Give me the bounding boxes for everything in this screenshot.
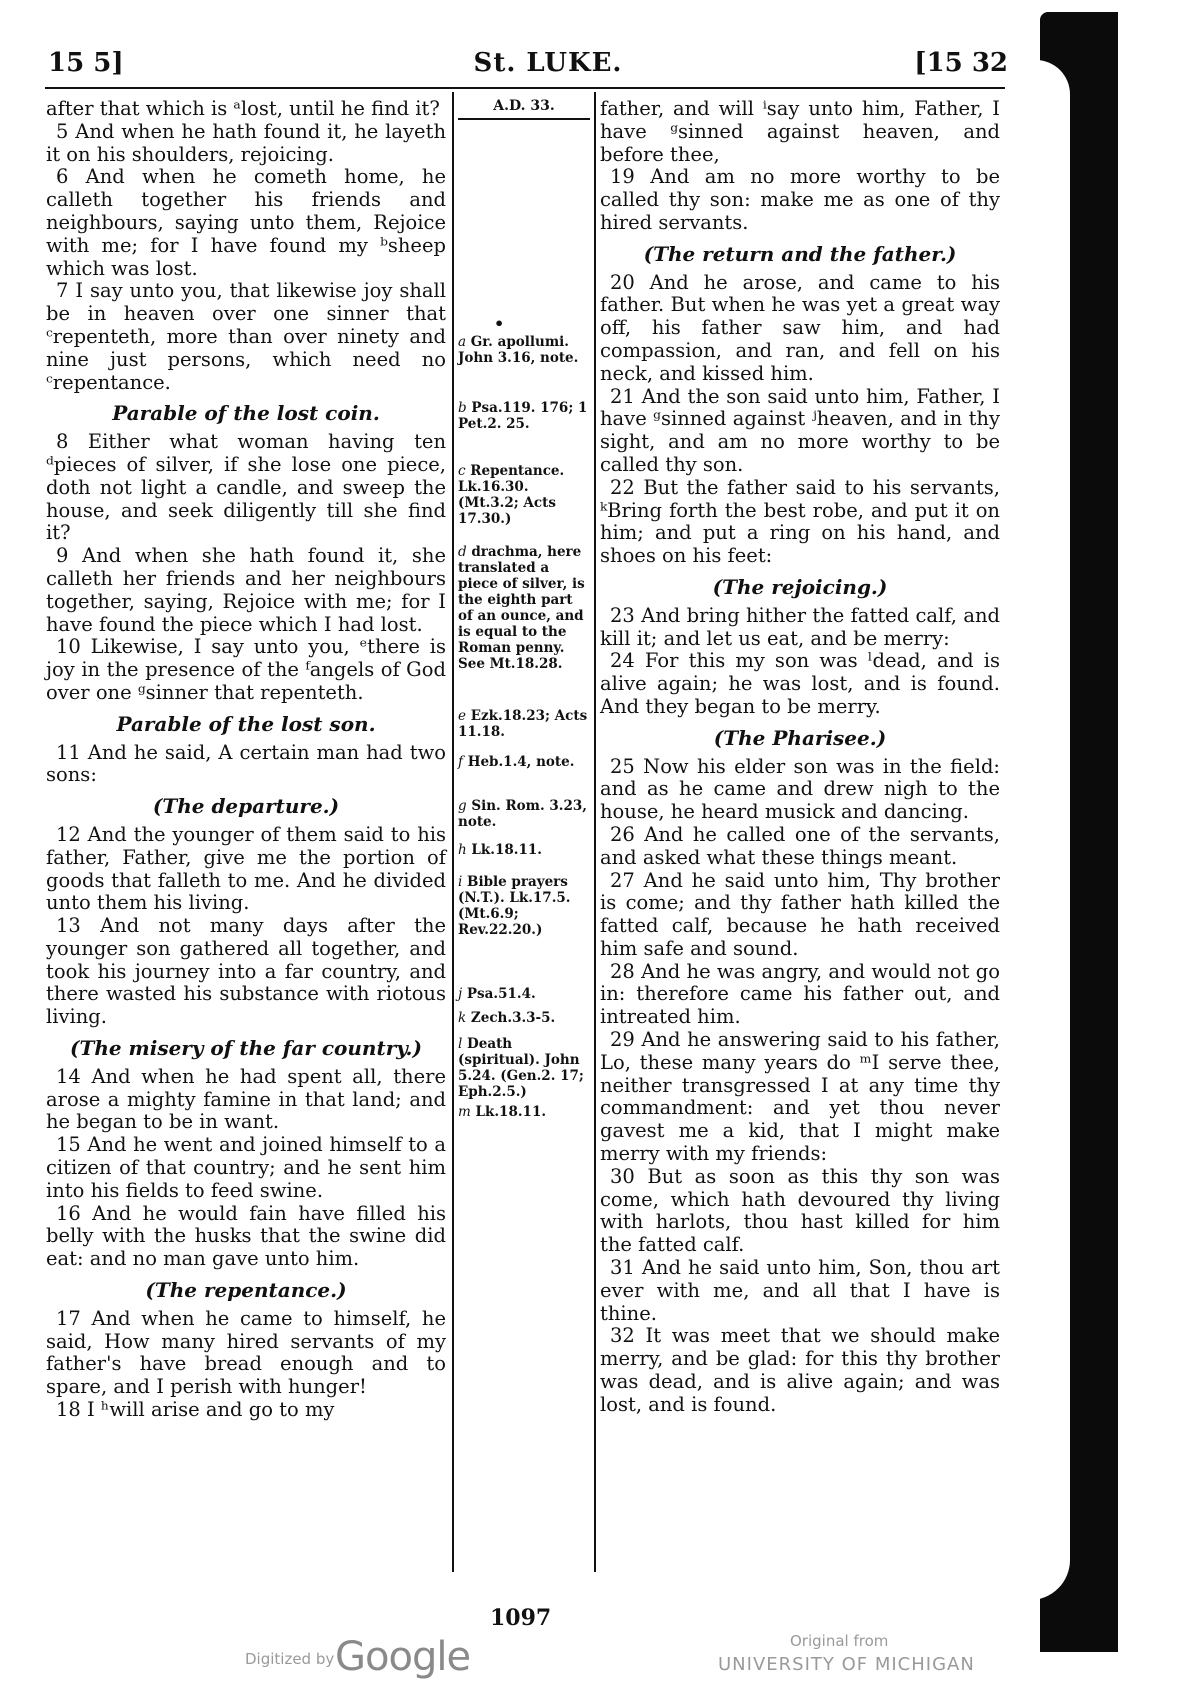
margin-notes-column (458, 98, 590, 1120)
margin-note (458, 874, 590, 938)
margin-note-text: Ezk.18.23; Acts 11.18. (458, 708, 588, 740)
verse-paragraph: 28 And he was angry, and would not go in: therefore came his father out, and intreated him. (600, 959, 1000, 1029)
verse-paragraph: 5 And when he hath found it, he layeth it on his shoulders, rejoicing. (46, 119, 446, 166)
header-title: St. LUKE. (473, 48, 623, 78)
verse-paragraph: 9 And when she hath found it, she calleth her friends and her neighbours together, saying, Rejoice with me; for I have found the piece which I had lost. (46, 544, 446, 636)
margin-note-letter: f (458, 754, 463, 770)
verse-paragraph: 17 And when he came to himself, he said, How many hired servants of my father's have bread enough and to spare, and I perish with hunger! (46, 1306, 446, 1399)
verse-paragraph: 6 And when he cometh home, he calleth together his friends and neighbours, saying unto them, Rejoice with me; for I have found my ᵇsheep which was lost. (46, 165, 446, 280)
margin-note-letter: g (458, 798, 467, 814)
verse-paragraph: 11 And he said, A certain man had two sons: (46, 740, 446, 787)
margin-note (458, 798, 590, 830)
verse-paragraph: 26 And he called one of the servants, and asked what these things meant. (600, 822, 1000, 869)
right-text-column (600, 98, 1000, 1417)
header-rule (45, 87, 1005, 89)
margin-note-letter: a (458, 334, 467, 350)
margin-note (458, 544, 590, 672)
margin-note (458, 986, 590, 1002)
margin-note-text: Psa.119. 176; 1 Pet.2. 25. (458, 400, 588, 432)
page-edge-curve (1030, 60, 1070, 1600)
column-divider-right (594, 92, 596, 1572)
margin-note-text: Bible prayers (N.T.). Lk.17.5. (Mt.6.9; Rev.22.20.) (458, 874, 571, 938)
verse-paragraph: 21 And the son said unto him, Father, I have ᵍsinned against ʲheaven, and in thy sight, and am no more worthy to be called thy son. (600, 384, 1000, 476)
margin-dot: • (494, 314, 505, 333)
margin-note-letter: b (458, 400, 467, 416)
section-heading: Parable of the lost son. (116, 711, 376, 736)
verse-paragraph: 24 For this my son was ˡdead, and is alive again; he was lost, and is found. And they began to be merry. (600, 649, 1000, 718)
original-from-label: Original from (790, 1632, 889, 1650)
margin-note (458, 1010, 590, 1026)
verse-paragraph: 8 Either what woman having ten ᵈpieces of silver, if she lose one piece, doth not light a candle, and sweep the house, and seek diligently till she find it? (46, 430, 446, 545)
verse-paragraph: after that which is ᵃlost, until he find it? (46, 97, 440, 120)
page-number: 1097 (490, 1605, 552, 1631)
margin-note (458, 754, 590, 770)
margin-note-text: Zech.3.3-5. (470, 1010, 556, 1026)
margin-note-letter: j (458, 986, 463, 1002)
margin-date: A.D. 33. (493, 98, 555, 114)
margin-note-letter: m (458, 1104, 471, 1120)
margin-note (458, 708, 590, 740)
column-divider-left (452, 92, 454, 1572)
margin-note-text: Repentance. Lk.16.30. (Mt.3.2; Acts 17.30.) (458, 463, 565, 527)
margin-note-text: Sin. Rom. 3.23, note. (458, 798, 587, 830)
section-heading: (The rejoicing.) (712, 574, 888, 599)
margin-note (458, 400, 590, 432)
verse-paragraph: 10 Likewise, I say unto you, ᵉthere is joy in the presence of the ᶠangels of God over one ᵍsinner that repenteth. (46, 635, 446, 704)
margin-note-text: Heb.1.4, note. (467, 754, 575, 770)
verse-paragraph: 25 Now his elder son was in the field: and as he came and drew nigh to the house, he heard musick and dancing. (600, 754, 1000, 824)
section-heading: (The repentance.) (145, 1278, 347, 1303)
section-heading: (The departure.) (152, 794, 340, 819)
margin-note-text: drachma, here translated a piece of silver, is the eighth part of an ounce, and is equal to the Roman penny. See Mt.18.28. (458, 544, 585, 672)
verse-paragraph: 31 And he said unto him, Son, thou art ever with me, and all that I have is thine. (600, 1256, 1000, 1325)
verse-paragraph: 27 And he said unto him, Thy brother is come; and thy father hath killed the fatted calf, because he hath received him safe and sound. (600, 868, 1000, 960)
verse-paragraph: 18 I ʰwill arise and go to my (56, 1398, 335, 1422)
verse-paragraph: 23 And bring hither the fatted calf, and kill it; and let us eat, and be merry: (600, 603, 1000, 650)
verse-paragraph: 12 And the younger of them said to his father, Father, give me the portion of goods that falleth to me. And he divided unto them his living. (46, 822, 446, 915)
university-label: UNIVERSITY OF MICHIGAN (718, 1654, 975, 1675)
margin-note (458, 842, 590, 858)
section-heading: Parable of the lost coin. (112, 401, 380, 426)
margin-note (458, 463, 590, 527)
margin-note-text: Death (spiritual). John 5.24. (Gen.2. 17; Eph.2.5.) (458, 1036, 584, 1100)
margin-note (458, 334, 590, 366)
margin-note-text: Gr. apollumi. John 3.16, note. (458, 334, 579, 366)
section-heading: (The misery of the far country.) (69, 1036, 422, 1061)
margin-note (458, 1036, 590, 1100)
margin-note-text: Lk.18.11. (475, 1104, 547, 1120)
left-text-column (46, 98, 446, 1422)
verse-paragraph: 29 And he answering said to his father, Lo, these many years do ᵐI serve thee, neither transgressed I at any time thy commandment: and yet thou never gavest me a kid, that I might make merry with my friends: (600, 1028, 1000, 1166)
verse-paragraph: 16 And he would fain have filled his belly with the husks that the swine did eat: and no man gave unto him. (46, 1201, 446, 1271)
margin-note-letter: h (458, 842, 467, 858)
margin-note (458, 1104, 590, 1120)
section-heading: (The return and the father.) (643, 241, 957, 266)
verse-paragraph: 14 And when he had spent all, there arose a mighty famine in that land; and he began to be in want. (46, 1064, 446, 1134)
margin-note-text: Lk.18.11. (471, 842, 542, 858)
verse-paragraph: 15 And he went and joined himself to a citizen of that country; and he sent him into his fields to feed swine. (46, 1133, 446, 1202)
header-chapter-end: [15 32 (914, 48, 1008, 78)
margin-note-letter: i (458, 874, 463, 890)
google-logo: Google (335, 1634, 471, 1680)
digitized-by-label: Digitized by (245, 1650, 335, 1668)
verse-paragraph: 13 And not many days after the younger son gathered all together, and took his journey into a far country, and there wasted his substance with riotous living. (46, 914, 446, 1029)
verse-paragraph: 7 I say unto you, that likewise joy shall be in heaven over one sinner that ᶜrepenteth, more than over ninety and nine just persons, which need no ᶜrepentance. (46, 279, 446, 394)
running-header (48, 48, 1008, 88)
margin-note-letter: l (458, 1036, 463, 1052)
margin-note-text: Psa.51.4. (466, 986, 536, 1002)
verse-paragraph: 32 It was meet that we should make merry, and be glad: for this thy brother was dead, and is alive again; and was lost, and is found. (600, 1324, 1000, 1416)
margin-note-letter: e (458, 708, 466, 724)
margin-note-letter: d (458, 544, 467, 560)
verse-paragraph: 19 And am no more worthy to be called thy son: make me as one of thy hired servants. (600, 165, 1000, 234)
verse-paragraph: father, and will ⁱsay unto him, Father, I have ᵍsinned against heaven, and before thee, (600, 97, 1000, 166)
margin-date-rule (458, 118, 590, 120)
verse-paragraph: 30 But as soon as this thy son was come, which hath devoured thy living with harlots, thou hast killed for him the fatted calf. (600, 1164, 1000, 1257)
margin-note-letter: c (458, 463, 466, 479)
header-chapter-start: 15 5] (48, 48, 124, 78)
verse-paragraph: 22 But the father said to his servants, ᵏBring forth the best robe, and put it on him; and put a ring on his hand, and shoes on his feet: (600, 475, 1000, 568)
section-heading: (The Pharisee.) (713, 725, 887, 750)
margin-note-letter: k (458, 1010, 467, 1026)
verse-paragraph: 20 And he arose, and came to his father. But when he was yet a great way off, his father saw him, and had compassion, and ran, and fell on his neck, and kissed him. (600, 270, 1000, 385)
